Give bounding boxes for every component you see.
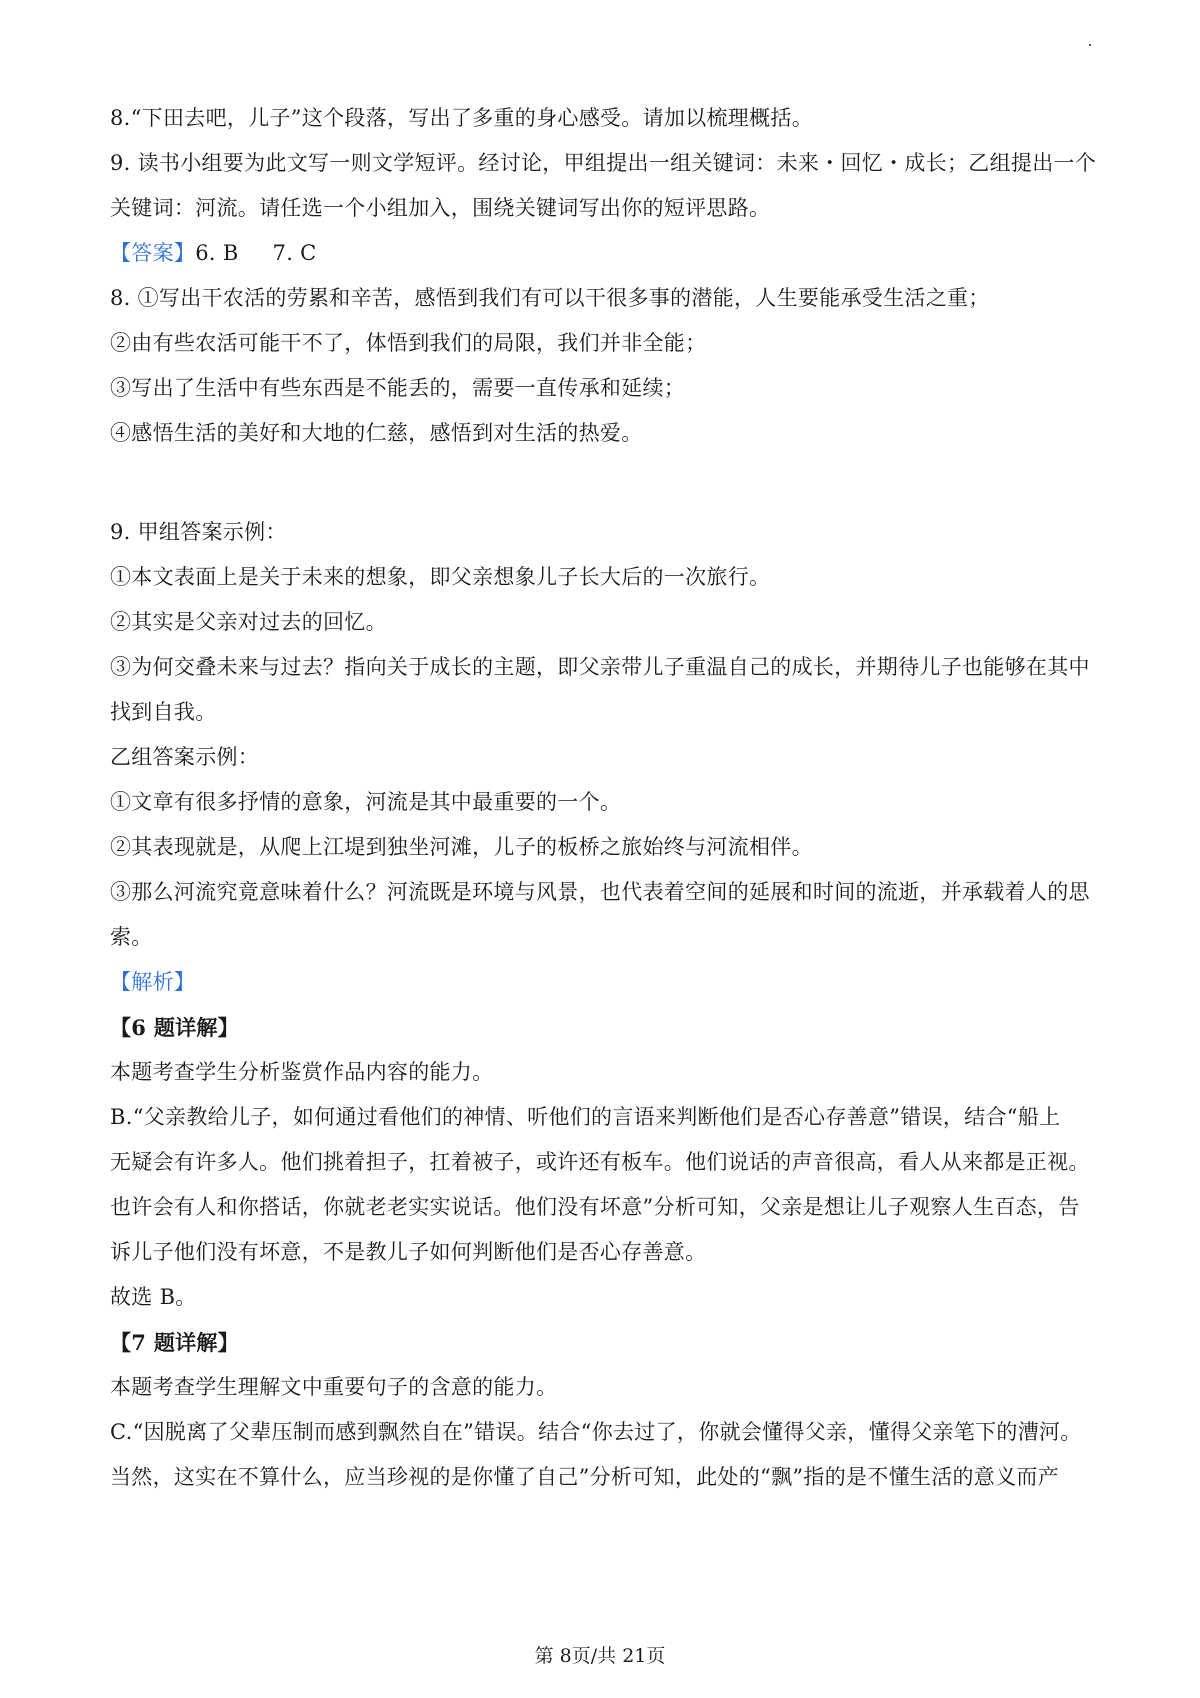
- detail-7-title: 【7 题详解】: [110, 1330, 240, 1355]
- question-9-line-1: 9. 读书小组要为此文写一则文学短评。经讨论，甲组提出一组关键词：未来・回忆・成长；乙组提出一个: [110, 151, 1097, 175]
- page-content: [110, 96, 1100, 1500]
- answer-9-group-b-point-3: ③那么河流究竟意味着什么？河流既是环境与风景，也代表着空间的延展和时间的流逝，并承载着人的思: [110, 880, 1090, 904]
- answer-9-group-b-point-3-cont: 索。: [110, 925, 153, 949]
- answer-9-group-a-point-2: ②其实是父亲对过去的回忆。: [110, 610, 387, 634]
- answer-8-point-4: ④感悟生活的美好和大地的仁慈，感悟到对生活的热爱。: [110, 421, 643, 445]
- answer-9-group-b-point-2: ②其表现就是，从爬上江堤到独坐河滩，儿子的板桥之旅始终与河流相伴。: [110, 835, 813, 859]
- answer-8-point-3: ③写出了生活中有些东西是不能丢的，需要一直传承和延续；: [110, 376, 686, 400]
- answer-tag: 【答案】: [110, 241, 196, 265]
- answer-8-point-2: ②由有些农活可能干不了，体悟到我们的局限，我们并非全能；: [110, 331, 707, 355]
- detail-6-choice: 故选 B。: [110, 1285, 197, 1309]
- answer-6: 6. B: [195, 241, 239, 265]
- scan-dot-mark: [1089, 44, 1091, 46]
- detail-6-intro: 本题考查学生分析鉴赏作品内容的能力。: [110, 1060, 494, 1084]
- detail-6-line-3: 也许会有人和你搭话，你就老老实实说话。他们没有坏意”分析可知，父亲是想让儿子观察人生百态，告: [110, 1195, 1080, 1219]
- answer-line: [110, 231, 1100, 276]
- detail-7-intro: 本题考查学生理解文中重要句子的含意的能力。: [110, 1375, 558, 1399]
- paragraph-gap: [110, 456, 1100, 510]
- answer-9-group-b-point-1: ①文章有很多抒情的意象，河流是其中最重要的一个。: [110, 790, 622, 814]
- page-number: 第 8页/共 21页: [534, 1645, 666, 1667]
- answer-9-group-a-point-1: ①本文表面上是关于未来的想象，即父亲想象儿子长大后的一次旅行。: [110, 565, 771, 589]
- answer-9-group-a-title: 9. 甲组答案示例：: [110, 520, 287, 544]
- detail-6-line-4: 诉儿子他们没有坏意，不是教儿子如何判断他们是否心存善意。: [110, 1240, 707, 1264]
- detail-6-line-1: B.“父亲教给儿子，如何通过看他们的神情、听他们的言语来判断他们是否心存善意”错误，结合“船上: [110, 1105, 1061, 1129]
- answer-7: 7. C: [272, 241, 317, 265]
- answer-9-group-b-title: 乙组答案示例：: [110, 745, 260, 769]
- answer-9-group-a-point-3: ③为何交叠未来与过去？指向关于成长的主题，即父亲带儿子重温自己的成长，并期待儿子也能够在其中: [110, 655, 1090, 679]
- analysis-tag: 【解析】: [110, 970, 196, 994]
- detail-7-line-2: 当然，这实在不算什么，应当珍视的是你懂了自己”分析可知，此处的“飘”指的是不懂生活的意义而产: [110, 1465, 1060, 1489]
- detail-6-line-2: 无疑会有许多人。他们挑着担子，扛着被子，或许还有板车。他们说话的声音很高，看人从来都是正视。: [110, 1150, 1090, 1174]
- detail-7-line-1: C.“因脱离了父辈压制而感到飘然自在”错误。结合“你去过了，你就会懂得父亲，懂得父亲笔下的漕河。: [110, 1420, 1082, 1444]
- answer-9-group-a-point-3-cont: 找到自我。: [110, 700, 217, 724]
- question-9-line-2: 关键词：河流。请任选一个小组加入，围绕关键词写出你的短评思路。: [110, 196, 771, 220]
- question-8: 8.“下田去吧，儿子”这个段落，写出了多重的身心感受。请加以梳理概括。: [110, 106, 814, 130]
- answer-8-point-1: 8. ①写出干农活的劳累和辛苦，感悟到我们有可以干很多事的潜能，人生要能承受生活之重；: [110, 286, 990, 310]
- detail-6-title: 【6 题详解】: [110, 1015, 240, 1040]
